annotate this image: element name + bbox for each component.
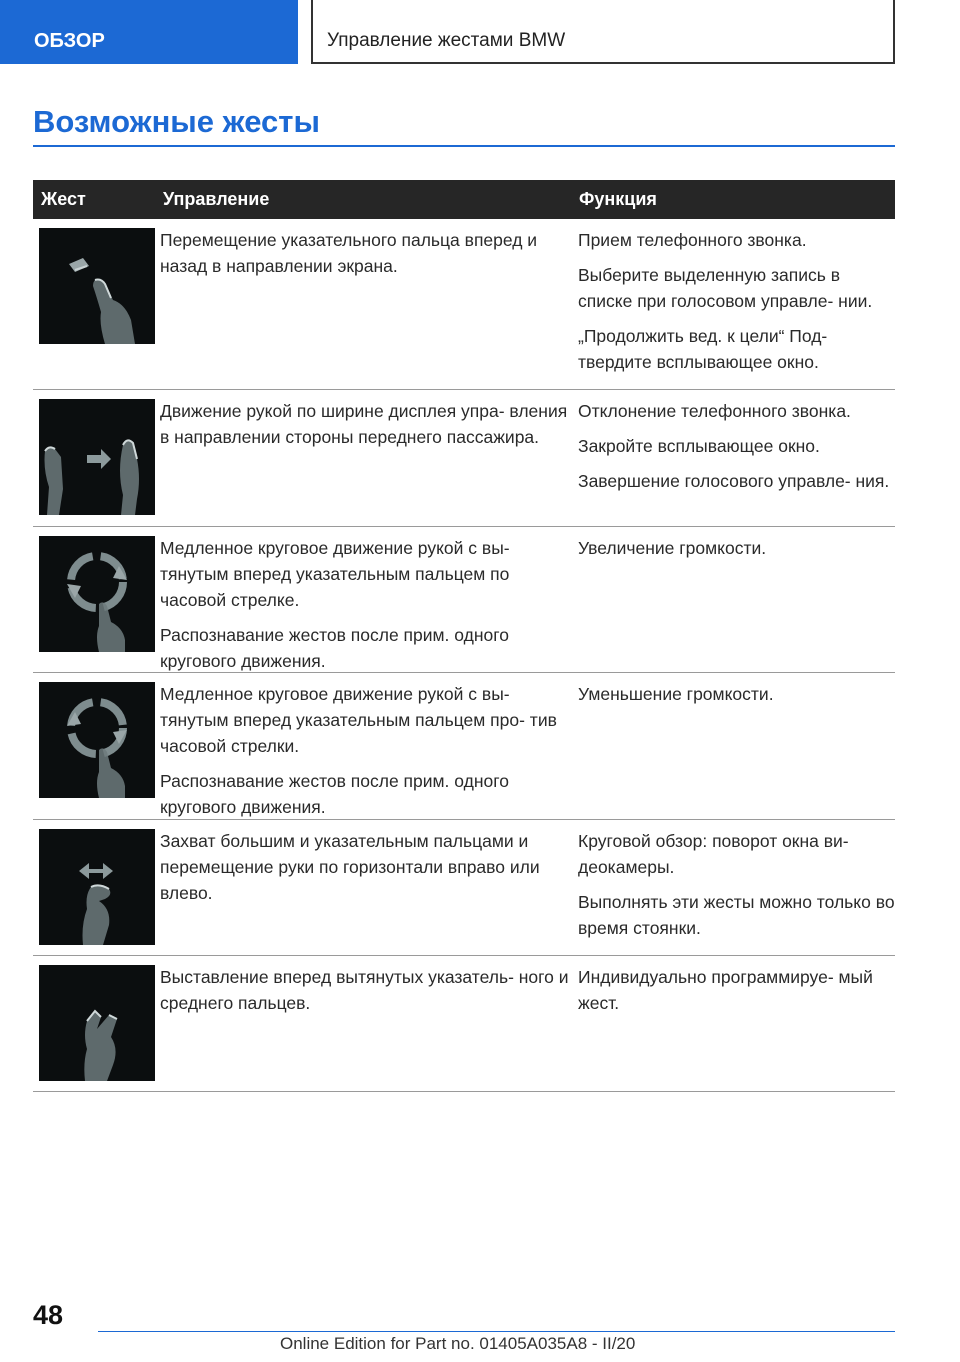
control-text: Движение рукой по ширине дисплея упра- вления в направлении стороны переднего пассажира. — [160, 401, 568, 447]
section-label: ОБЗОР — [0, 0, 298, 64]
circle-counterclockwise-icon — [39, 682, 155, 798]
function-text: Круговой обзор: поворот окна ви- деокамеры. — [578, 831, 849, 877]
control-cell — [155, 390, 571, 526]
function-text: Закройте всплывающее окно. — [578, 436, 820, 456]
control-cell — [155, 820, 571, 955]
control-text: Выставление вперед вытянутых указатель- ного и среднего пальцев. — [160, 967, 569, 1013]
two-fingers-forward-icon — [39, 965, 155, 1081]
function-cell — [571, 390, 895, 526]
table-row — [33, 219, 895, 390]
function-text: „Продолжить вед. к цели“ Под- твердите всплывающее окно. — [578, 326, 828, 372]
function-text: Завершение голосового управле- ния. — [578, 471, 890, 491]
gesture-image-cell — [33, 390, 155, 526]
control-text: Перемещение указательного пальца вперед и назад в направлении экрана. — [160, 230, 538, 276]
function-text: Уменьшение громкости. — [578, 684, 774, 704]
page-number: 48 — [33, 1300, 64, 1330]
function-cell — [571, 956, 895, 1091]
control-text: Распознавание жестов после прим. одного кругового движения. — [160, 625, 509, 671]
control-text: Захват большим и указательным пальцами и перемещение руки по горизонтали вправо или влево. — [160, 831, 540, 903]
top-header — [0, 0, 960, 66]
gesture-image-cell — [33, 673, 155, 819]
control-text: Распознавание жестов после прим. одного кругового движения. — [160, 771, 509, 817]
function-cell — [571, 219, 895, 389]
control-cell — [155, 219, 571, 389]
column-header-control: Управление — [163, 189, 270, 209]
control-text: Медленное круговое движение рукой с вы- тянутым вперед указательным пальцем про- тив часовой стрелки. — [160, 684, 557, 756]
table-row — [33, 673, 895, 820]
control-cell — [155, 673, 571, 819]
column-header-gesture: Жест — [41, 189, 86, 209]
function-cell — [571, 673, 895, 819]
function-text: Прием телефонного звонка. — [578, 230, 807, 250]
title-divider — [33, 145, 895, 147]
gesture-image-cell — [33, 527, 155, 672]
function-text: Отклонение телефонного звонка. — [578, 401, 851, 421]
edition-footer: Online Edition for Part no. 01405A035A8 - II/20 — [280, 1334, 636, 1353]
table-row — [33, 956, 895, 1092]
gesture-image-cell — [33, 956, 155, 1091]
function-cell — [571, 820, 895, 955]
table-row — [33, 527, 895, 673]
function-cell — [571, 527, 895, 672]
control-cell — [155, 527, 571, 672]
circle-clockwise-icon — [39, 536, 155, 652]
pinch-move-horizontal-icon — [39, 829, 155, 945]
function-text: Увеличение громкости. — [578, 538, 767, 558]
function-text: Индивидуально программируе- мый жест. — [578, 967, 873, 1013]
function-text: Выберите выделенную запись в списке при голосовом управле- нии. — [578, 265, 873, 311]
column-header-function: Функция — [579, 189, 657, 209]
gesture-image-cell — [33, 820, 155, 955]
finger-swipe-forward-icon — [39, 228, 155, 344]
table-row — [33, 820, 895, 956]
control-text: Медленное круговое движение рукой с вы- тянутым вперед указательным пальцем по часовой стрелке. — [160, 538, 510, 610]
page-title: Возможные жесты — [33, 104, 320, 139]
footer-divider — [98, 1331, 895, 1332]
control-cell — [155, 956, 571, 1091]
gestures-table — [33, 180, 895, 1092]
table-row — [33, 390, 895, 527]
gesture-image-cell — [33, 219, 155, 389]
hand-swipe-sideways-icon — [39, 399, 155, 515]
function-text: Выполнять эти жесты можно только во время стоянки. — [578, 892, 895, 938]
chapter-title: Управление жестами BMW — [311, 0, 895, 64]
table-header — [33, 180, 895, 219]
